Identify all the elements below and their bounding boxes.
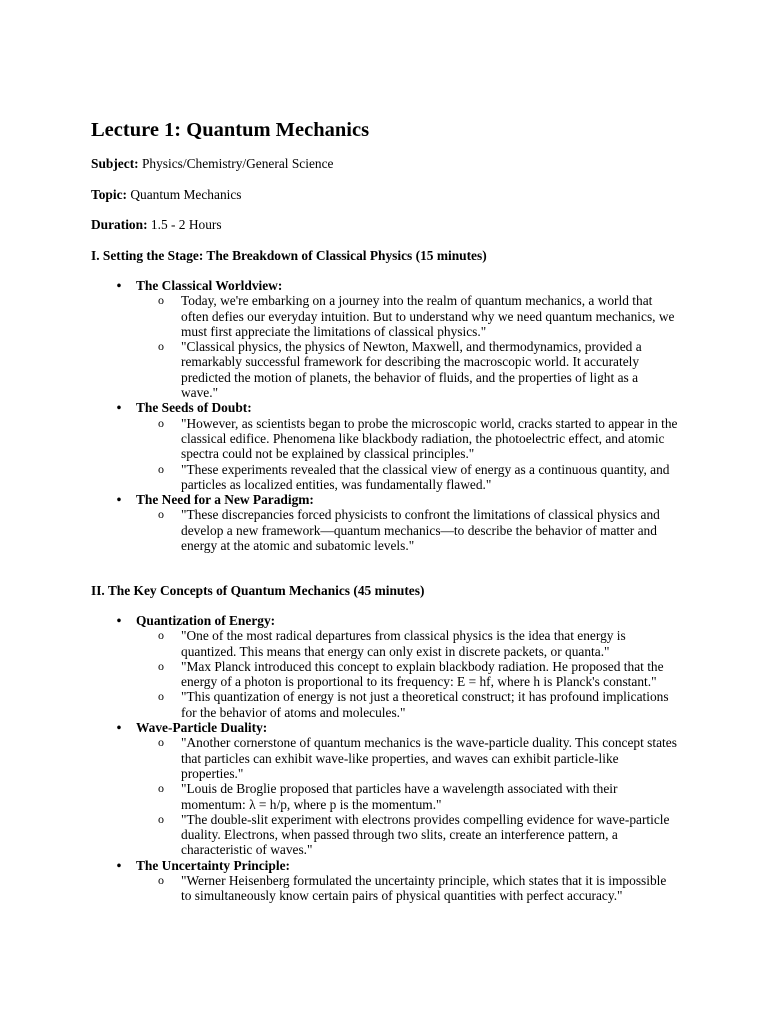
point-list: [136, 293, 768, 400]
point-text: Today, we're embarking on a journey into the realm of quantum mechanics, a world that often defies our everyday intuition. But to understand why we need quantum mechanics, we must first appreciate the limitations of classical physics.": [181, 293, 675, 339]
point-item: [136, 781, 678, 812]
topic-label: The Seeds of Doubt:: [136, 400, 252, 416]
sub-bullet-marker: o: [158, 873, 164, 888]
point-list: [136, 628, 768, 720]
sub-bullet-marker: o: [158, 461, 164, 476]
bullet-marker: •: [116, 400, 122, 416]
bullet-marker: •: [116, 613, 122, 628]
point-item: [136, 812, 678, 858]
sub-bullet-marker: o: [158, 811, 164, 826]
point-text: "This quantization of energy is not just a theoretical construct; it has profound implications for the behavior of atoms and molecules.": [181, 689, 669, 720]
point-item: [136, 659, 678, 690]
topic-label: The Uncertainty Principle:: [136, 857, 290, 873]
point-item: [136, 293, 678, 339]
sub-bullet-marker: o: [158, 628, 164, 643]
point-item: [136, 339, 678, 400]
topic-item: [0, 492, 768, 553]
point-item: [136, 416, 678, 462]
section-1-topics: [0, 278, 768, 553]
point-text: "One of the most radical departures from classical physics is the idea that energy is quantized. This means that energy can only exist in discrete packets, or quanta.": [181, 628, 626, 659]
point-list: [136, 873, 768, 904]
sub-bullet-marker: o: [158, 415, 164, 430]
sub-bullet-marker: o: [158, 735, 164, 750]
meta-duration: [91, 217, 222, 232]
meta-label: Duration:: [91, 217, 148, 232]
topic-label: The Need for a New Paradigm:: [136, 492, 314, 508]
meta-value: Physics/Chemistry/General Science: [141, 156, 334, 171]
topic-item: [0, 278, 768, 400]
point-text: "Another cornerstone of quantum mechanics is the wave-particle duality. This concept states that particles can exhibit wave-like properties, and waves can exhibit particle-like properties.": [181, 735, 677, 781]
point-text: "These discrepancies forced physicists to confront the limitations of classical physics and develop a new framework—quantum mechanics—to describe the behavior of matter and energy at the atomic and subatomic levels.": [181, 507, 660, 554]
topic-label: Wave-Particle Duality:: [136, 720, 268, 736]
meta-value: Quantum Mechanics: [130, 187, 242, 202]
topic-item: [0, 858, 768, 904]
topic-item: [0, 613, 768, 720]
bullet-marker: •: [116, 278, 122, 293]
point-text: "Classical physics, the physics of Newton, Maxwell, and thermodynamics, provided a remarkably successful framework for describing the macroscopic world. It accurately predicted the motion of planets, the behavior of fluids, and the properties of light as a wave.": [181, 339, 642, 401]
point-item: [136, 628, 678, 659]
meta-label: Subject:: [91, 156, 139, 171]
point-list: [136, 507, 768, 553]
section-heading: II. The Key Concepts of Quantum Mechanics (45 minutes): [91, 583, 425, 598]
sub-bullet-marker: o: [158, 658, 164, 673]
sub-bullet-marker: o: [158, 293, 164, 308]
point-item: [136, 462, 678, 493]
point-text: "Werner Heisenberg formulated the uncertainty principle, which states that it is impossible to simultaneously know certain pairs of physical quantities with perfect accuracy.": [181, 873, 667, 904]
point-item: [136, 507, 678, 553]
topic-label: Quantization of Energy:: [136, 613, 276, 628]
point-text: "These experiments revealed that the classical view of energy as a continuous quantity, and particles as localized entities, was fundamentally flawed.": [181, 461, 670, 492]
meta-value: 1.5 - 2 Hours: [150, 217, 222, 232]
topic-item: [0, 400, 768, 492]
meta-subject: [91, 156, 334, 171]
bullet-marker: •: [116, 492, 122, 508]
point-item: [136, 689, 678, 720]
topic-label: The Classical Worldview:: [136, 278, 283, 293]
meta-topic: [91, 187, 242, 202]
point-text: "Max Planck introduced this concept to explain blackbody radiation. He proposed that the energy of a photon is proportional to its frequency: E = hf, where h is Planck's constant.": [181, 658, 664, 690]
sub-bullet-marker: o: [158, 781, 164, 796]
section-heading: I. Setting the Stage: The Breakdown of Classical Physics (15 minutes): [91, 248, 487, 263]
point-list: [136, 416, 768, 492]
bullet-marker: •: [116, 857, 122, 873]
meta-label: Topic:: [91, 187, 127, 202]
topic-item: [0, 720, 768, 858]
bullet-marker: •: [116, 720, 122, 736]
point-text: "Louis de Broglie proposed that particles have a wavelength associated with their momentum: λ = h/p, where p is the momentum.": [181, 781, 618, 812]
document-title: Lecture 1: Quantum Mechanics: [91, 119, 370, 141]
sub-bullet-marker: o: [158, 339, 164, 354]
point-list: [136, 735, 768, 857]
sub-bullet-marker: o: [158, 689, 164, 704]
point-item: [136, 735, 678, 781]
point-text: "However, as scientists began to probe the microscopic world, cracks started to appear in the classical edifice. Phenomena like blackbody radiation, the photoelectric effect, and atomic spectra could not be explained by classical principles.": [181, 415, 678, 462]
sub-bullet-marker: o: [158, 507, 164, 522]
point-item: [136, 873, 678, 904]
section-2-topics: [0, 613, 768, 904]
point-text: "The double-slit experiment with electrons provides compelling evidence for wave-particle duality. Electrons, when passed through two slits, create an interference pattern, a characteristic of waves.": [181, 811, 670, 858]
